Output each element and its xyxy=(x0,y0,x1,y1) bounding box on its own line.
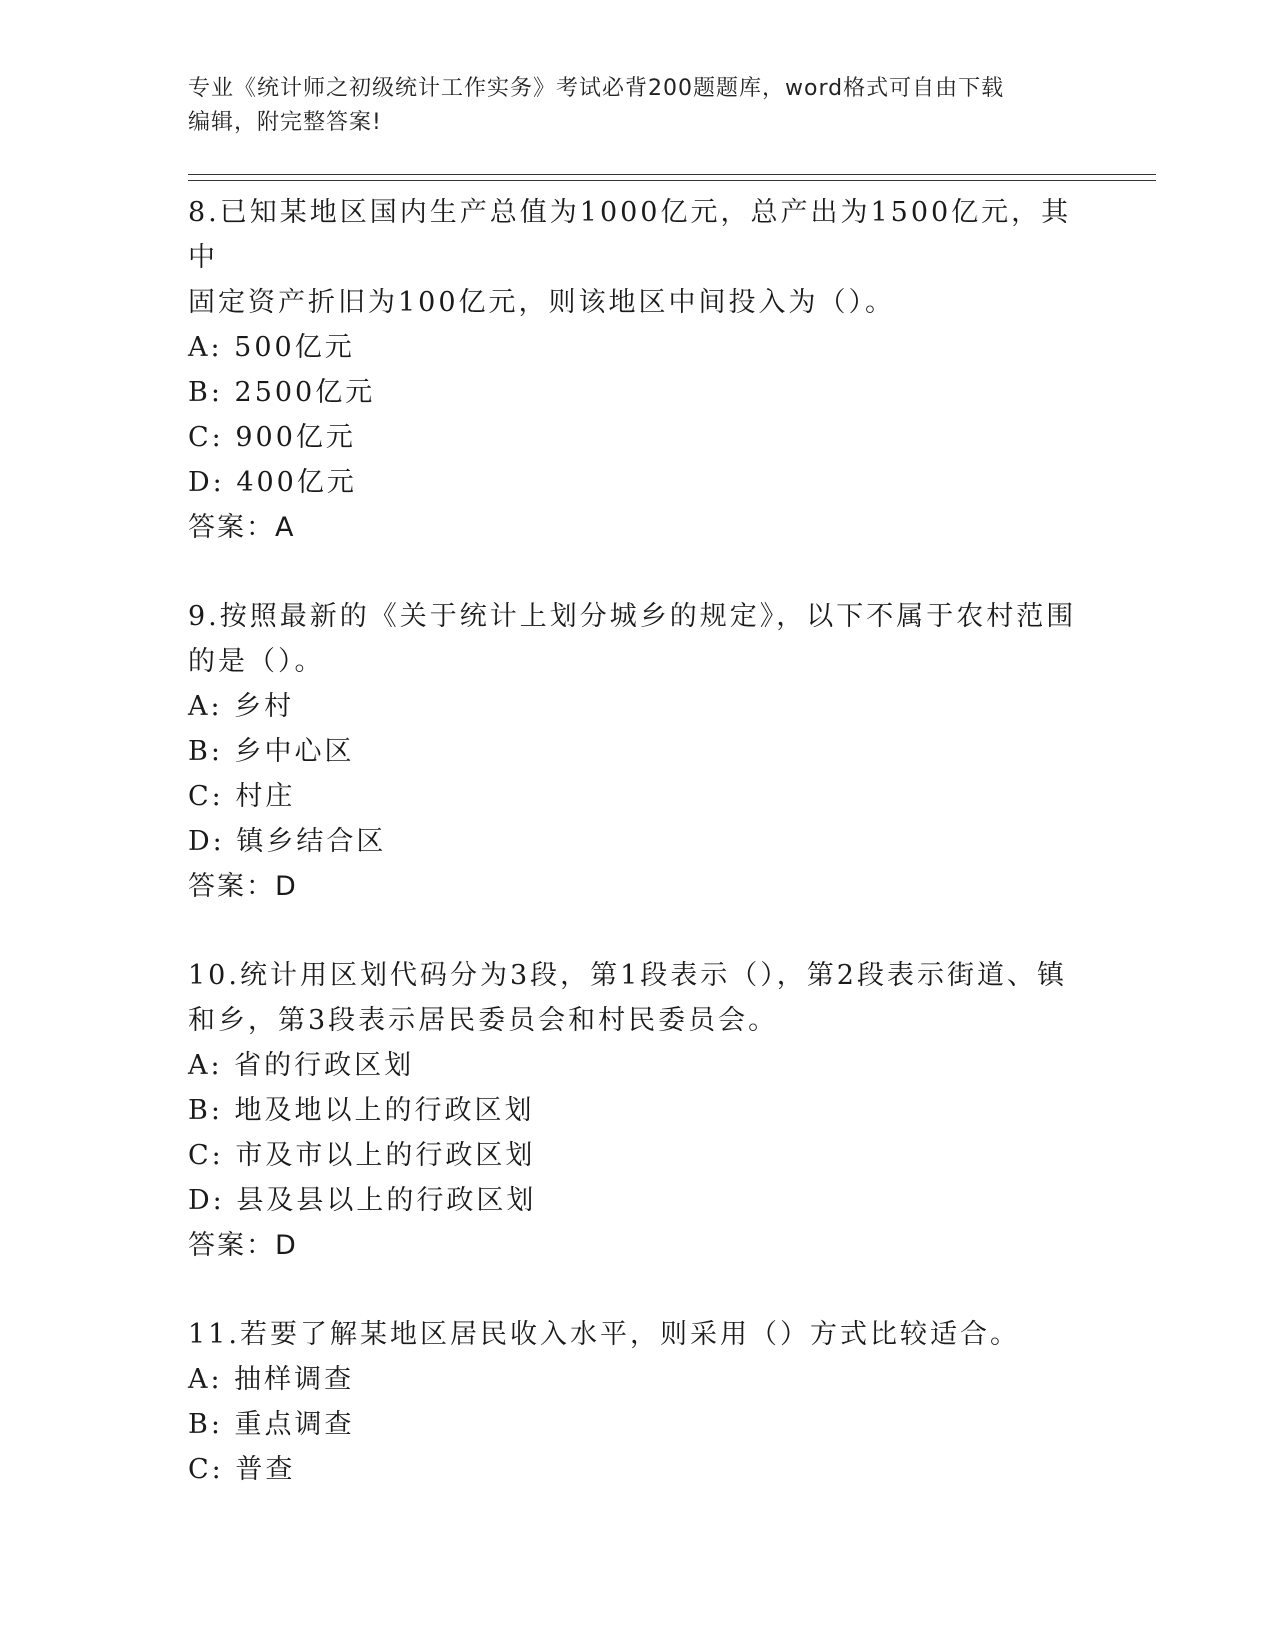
option-d: D: 400亿元 xyxy=(188,467,357,498)
answer-label: 答案：D xyxy=(188,871,298,902)
option-b: B: 2500亿元 xyxy=(188,377,376,408)
question-stem-line: 固定资产折旧为100亿元，则该地区中间投入为（）。 xyxy=(188,287,896,318)
option-a: A: 抽样调查 xyxy=(188,1364,355,1395)
question-stem-line: 10.统计用区划代码分为3段，第1段表示（），第2段表示街道、镇 xyxy=(188,960,1067,991)
question-8 xyxy=(188,190,1088,550)
option-a: A: 乡村 xyxy=(188,691,295,722)
option-b: B: 乡中心区 xyxy=(188,736,355,767)
header-divider-top xyxy=(188,174,1156,175)
header-divider-bottom xyxy=(188,180,1156,181)
option-c: C: 普查 xyxy=(188,1454,296,1485)
question-stem-line: 11.若要了解某地区居民收入水平，则采用（）方式比较适合。 xyxy=(188,1319,1020,1350)
option-a: A: 省的行政区划 xyxy=(188,1050,415,1081)
answer-label: 答案：D xyxy=(188,1230,298,1261)
option-d: D: 县及县以上的行政区划 xyxy=(188,1185,537,1216)
option-b: B: 重点调查 xyxy=(188,1409,355,1440)
question-stem-line: 的是（）。 xyxy=(188,646,325,677)
question-stem-line: 9.按照最新的《关于统计上划分城乡的规定》，以下不属于农村范围 xyxy=(188,601,1077,632)
document-header xyxy=(188,72,1088,140)
option-a: A: 500亿元 xyxy=(188,332,355,363)
option-b: B: 地及地以上的行政区划 xyxy=(188,1095,535,1126)
question-stem-line: 和乡，第3段表示居民委员会和村民委员会。 xyxy=(188,1005,779,1036)
header-line-2: 编辑，附完整答案! xyxy=(188,110,382,135)
option-c: C: 村庄 xyxy=(188,781,296,812)
question-stem-line: 8.已知某地区国内生产总值为1000亿元，总产出为1500亿元，其中 xyxy=(188,197,1072,273)
question-list xyxy=(188,190,1088,1536)
question-9 xyxy=(188,594,1088,909)
header-line-1: 专业《统计师之初级统计工作实务》考试必背200题题库，word格式可自由下载 xyxy=(188,76,1005,101)
question-11 xyxy=(188,1312,1088,1492)
option-c: C: 900亿元 xyxy=(188,422,356,453)
answer-label: 答案：A xyxy=(188,512,296,543)
option-c: C: 市及市以上的行政区划 xyxy=(188,1140,536,1171)
option-d: D: 镇乡结合区 xyxy=(188,826,387,857)
question-10 xyxy=(188,953,1088,1268)
